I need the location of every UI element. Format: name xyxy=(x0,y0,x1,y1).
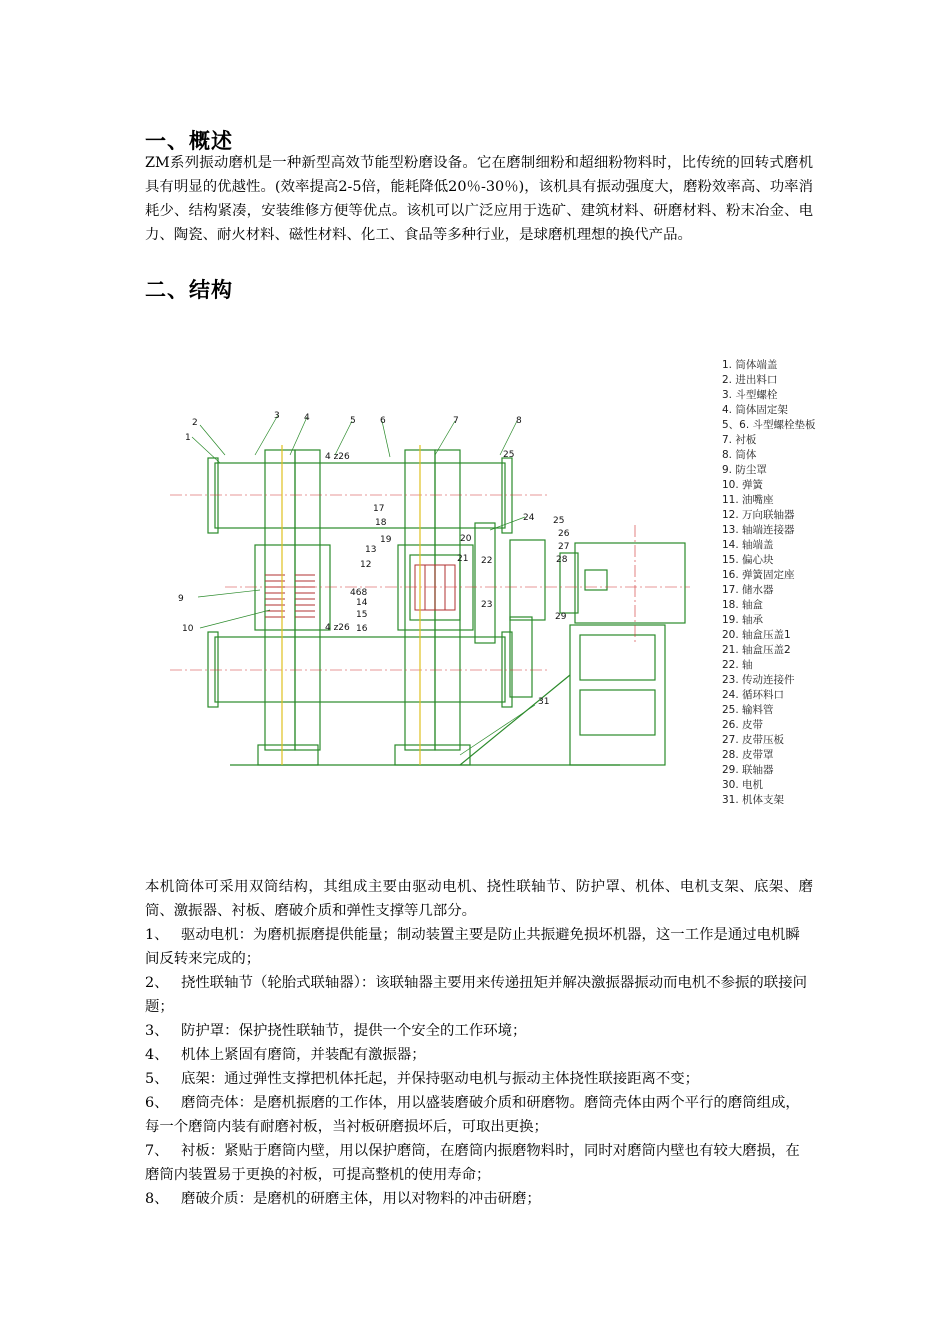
item-number: 2、 xyxy=(145,975,169,991)
component-item xyxy=(145,1091,813,1139)
item-text: 磨破介质：是磨机的研磨主体，用以对物料的冲击研磨； xyxy=(181,1191,541,1207)
item-text: 底架：通过弹性支撑把机体托起，并保持驱动电机与振动主体挠性联接距离不变； xyxy=(181,1071,700,1087)
section-heading-overview: 一、概述 xyxy=(145,129,233,153)
legend-item: 23. 传动连接件 xyxy=(722,674,795,686)
callout-25b: 25 xyxy=(553,516,565,526)
callout-z26: 4 z26 xyxy=(325,452,350,462)
callout-18: 18 xyxy=(375,518,387,528)
callout-23: 23 xyxy=(481,600,493,610)
legend-item: 27. 皮带压板 xyxy=(722,734,785,746)
section-heading-structure: 二、结构 xyxy=(145,278,233,302)
component-item xyxy=(145,1067,813,1091)
callout-13: 13 xyxy=(365,545,377,555)
legend-item: 1. 筒体端盖 xyxy=(722,359,778,371)
legend-item: 8. 筒体 xyxy=(722,449,757,461)
legend-item: 19. 轴承 xyxy=(722,614,764,626)
legend-item: 29. 联轴器 xyxy=(722,764,774,776)
callout-17: 17 xyxy=(373,504,385,514)
item-number: 7、 xyxy=(145,1143,169,1159)
callout-16: 16 xyxy=(356,624,368,634)
legend-item: 26. 皮带 xyxy=(722,719,764,731)
callout-6: 6 xyxy=(380,416,386,426)
legend-item: 10. 弹簧 xyxy=(722,479,764,491)
motor xyxy=(575,543,685,623)
legend-item: 16. 弹簧固定座 xyxy=(722,569,795,581)
callout-27: 27 xyxy=(558,542,570,552)
callout-z26b: 4 z26 xyxy=(325,623,350,633)
callout-9: 9 xyxy=(178,594,184,604)
callout-24: 24 xyxy=(523,513,535,523)
item-number: 8、 xyxy=(145,1191,169,1207)
legend-item: 21. 轴盒压盖2 xyxy=(722,644,791,656)
item-text: 挠性联轴节（轮胎式联轴器）：该联轴器主要用来传递扭矩并解决激振器振动而电机不参振的联接问题； xyxy=(145,975,807,1015)
legend-item: 5、6. 斗型螺栓垫板 xyxy=(722,419,816,431)
legend-item: 11. 油嘴座 xyxy=(722,494,774,506)
component-item xyxy=(145,1139,813,1187)
legend-item: 15. 偏心块 xyxy=(722,554,774,566)
legend-item: 25. 输料管 xyxy=(722,704,774,716)
item-text: 防护罩：保护挠性联轴节，提供一个安全的工作环境； xyxy=(181,1023,527,1039)
callout-20: 20 xyxy=(460,534,472,544)
item-text: 衬板：紧贴于磨筒内壁，用以保护磨筒，在磨筒内振磨物料时，同时对磨筒内壁也有较大磨损，在磨筒内装置易于更换的衬板，可提高整机的使用寿命； xyxy=(145,1143,800,1183)
legend-item: 12. 万向联轴器 xyxy=(722,509,795,521)
item-number: 1、 xyxy=(145,927,169,943)
legend-item: 4. 筒体固定架 xyxy=(722,404,788,416)
callout-14: 14 xyxy=(356,598,368,608)
component-item xyxy=(145,1187,813,1211)
legend-item: 13. 轴端连接器 xyxy=(722,524,795,536)
legend-item: 9. 防尘罩 xyxy=(722,464,767,476)
legend-item: 17. 储水器 xyxy=(722,584,774,596)
lower-drum xyxy=(215,637,505,702)
item-text: 磨筒壳体：是磨机振磨的工作体，用以盛装磨破介质和研磨物。磨筒壳体由两个平行的磨筒组成，每一个磨筒内装有耐磨衬板，当衬板研磨损坏后，可取出更换； xyxy=(145,1095,800,1135)
item-number: 3、 xyxy=(145,1023,169,1039)
legend-item: 7. 衬板 xyxy=(722,434,757,446)
legend-item: 3. 斗型螺栓 xyxy=(722,389,778,401)
parts-legend xyxy=(722,358,852,808)
legend-item: 30. 电机 xyxy=(722,779,764,791)
callout-12: 12 xyxy=(360,560,372,570)
legend-item: 28. 皮带罩 xyxy=(722,749,774,761)
callout-1: 1 xyxy=(185,433,191,443)
callout-19: 19 xyxy=(380,535,392,545)
callout-21: 21 xyxy=(457,554,469,564)
legend-item: 24. 循环料口 xyxy=(722,689,785,701)
callout-25: 25 xyxy=(503,450,515,460)
item-number: 5、 xyxy=(145,1071,169,1087)
callout-29: 29 xyxy=(555,612,567,622)
callout-4: 4 xyxy=(304,413,310,423)
callout-22: 22 xyxy=(481,556,493,566)
callout-468: 468 xyxy=(350,588,368,598)
callout-10: 10 xyxy=(182,624,194,634)
legend-item: 18. 轴盒 xyxy=(722,599,764,611)
upper-drum xyxy=(215,463,505,528)
mill-structure-diagram xyxy=(170,345,690,785)
component-item xyxy=(145,1043,813,1067)
callout-2: 2 xyxy=(192,418,198,428)
item-text: 驱动电机：为磨机振磨提供能量；制动装置主要是防止共振避免损坏机器，这一工作是通过电机瞬间反转来完成的； xyxy=(145,927,800,967)
structure-intro: 本机筒体可采用双筒结构，其组成主要由驱动电机、挠性联轴节、防护罩、机体、电机支架、底架、磨筒、激振器、衬板、磨破介质和弹性支撑等几部分。 xyxy=(145,879,813,919)
legend-item: 31. 机体支架 xyxy=(722,794,785,806)
callout-28: 28 xyxy=(556,555,568,565)
callout-26: 26 xyxy=(558,529,570,539)
callout-15: 15 xyxy=(356,610,368,620)
legend-item: 14. 轴端盖 xyxy=(722,539,774,551)
item-text: 机体上紧固有磨筒，并装配有激振器； xyxy=(181,1047,426,1063)
legend-item: 2. 进出料口 xyxy=(722,374,778,386)
component-item xyxy=(145,923,813,971)
component-item xyxy=(145,1019,813,1043)
callout-31: 31 xyxy=(538,697,550,707)
item-number: 4、 xyxy=(145,1047,169,1063)
component-item xyxy=(145,971,813,1019)
overview-paragraph: ZM系列振动磨机是一种新型高效节能型粉磨设备。它在磨制细粉和超细粉物料时，比传统的回转式磨机具有明显的优越性。(效率提高2-5倍，能耗降低20％-30％)，该机具有振动强度大，磨粉效率高、功率消耗少、结构紧凑，安装维修方便等优点。该机可以广泛应用于选矿、建筑材料、研磨材料、粉末冶金、电力、陶瓷、耐火材料、磁性材料、化工、食品等多种行业，是球磨机理想的换代产品。 xyxy=(145,155,813,243)
callout-5: 5 xyxy=(350,416,356,426)
legend-item: 22. 轴 xyxy=(722,659,753,671)
item-number: 6、 xyxy=(145,1095,169,1111)
callout-7: 7 xyxy=(453,416,459,426)
callout-8: 8 xyxy=(516,416,522,426)
legend-item: 20. 轴盒压盖1 xyxy=(722,629,791,641)
callout-3: 3 xyxy=(274,411,280,421)
